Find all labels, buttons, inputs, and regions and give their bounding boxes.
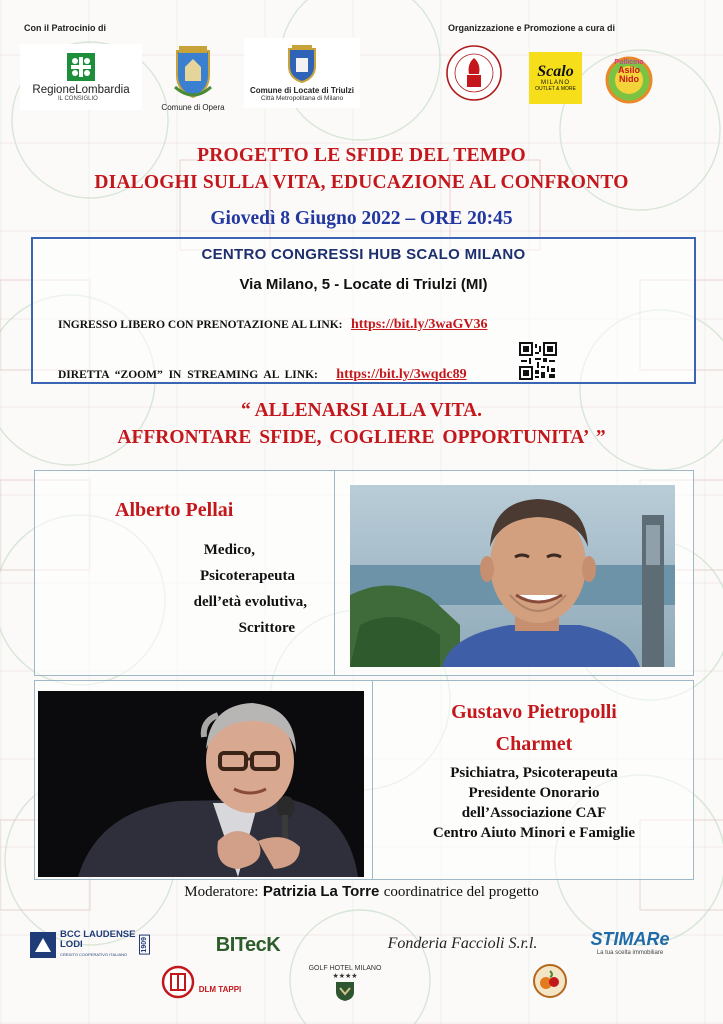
qr-code-icon — [519, 342, 557, 380]
stimare-sub: La tua scelta immobiliare — [596, 949, 664, 956]
asilo-top: Pollicino — [614, 58, 644, 66]
golf-name: GOLF HOTEL MILANO — [308, 964, 382, 972]
seal-icon — [445, 44, 503, 102]
moderator-line — [0, 883, 723, 901]
golf-crest-icon — [334, 980, 356, 1002]
event-date: Giovedì 8 Giugno 2022 – ORE 20:45 — [210, 208, 513, 229]
fruit-seal-logo — [530, 962, 570, 1000]
locate-name: Comune di Locate di Triulzi — [249, 86, 354, 95]
comune-opera-logo — [148, 38, 238, 118]
speaker2-photo — [38, 691, 364, 877]
opera-crest-icon — [171, 45, 215, 101]
speaker2-role: Centro Aiuto Minori e Famiglie — [432, 825, 636, 841]
speaker2-info-box — [372, 680, 694, 880]
dlm-name: DLM TAPPI — [198, 984, 242, 994]
speaker2-name-line-2: Charmet — [495, 733, 573, 755]
speaker1-roles — [35, 537, 329, 641]
diretta-link[interactable]: https://bit.ly/3wqdc89 — [336, 367, 467, 382]
scalo-name: Scalo — [537, 63, 574, 80]
bcc-line-2: LODI — [60, 939, 83, 950]
regione-sub: IL CONSIGLIO — [58, 95, 98, 102]
fonderia-name: Fonderia Faccioli S.r.l. — [387, 935, 538, 952]
patronage-label: Con il Patrocinio di — [24, 23, 107, 33]
organization-label: Organizzazione e Promozione a cura di — [448, 23, 616, 33]
regione-lombardia-logo — [20, 44, 142, 110]
stimare-logo — [580, 924, 680, 960]
qr-code[interactable] — [519, 342, 557, 380]
regione-name: RegioneLombardia — [32, 83, 130, 96]
bcc-icon — [30, 932, 56, 958]
bitech-name: BITecK — [215, 933, 281, 956]
diretta-row — [58, 365, 467, 383]
speaker2-role: dell’Associazione CAF — [461, 805, 607, 821]
locate-sub: Città Metropolitana di Milano — [260, 95, 344, 102]
opera-name: Comune di Opera — [161, 102, 225, 112]
bcc-year: 1909 — [141, 937, 149, 953]
fonderia-faccioli-logo — [375, 930, 550, 958]
comune-locate-logo — [244, 38, 360, 108]
quote-line-2: AFFRONTARE SFIDE, COGLIERE OPPORTUNITA’ ” — [117, 427, 606, 448]
venue-name: CENTRO CONGRESSI HUB SCALO MILANO — [201, 246, 526, 263]
speaker2-roles — [373, 763, 695, 843]
bitech-logo — [198, 930, 298, 960]
bcc-line-1: BCC LAUDENSE — [60, 929, 136, 940]
moderator-role: coordinatrice del progetto — [383, 884, 539, 900]
asilo-nido-logo — [600, 50, 658, 104]
speaker1-role: Medico, — [203, 542, 255, 558]
regione-lombardia-icon — [67, 53, 95, 81]
venue-box — [31, 237, 696, 384]
stimare-name: STIMARe — [590, 928, 670, 949]
scalo-sub2: OUTLET & MORE — [535, 86, 576, 92]
diretta-label: DIRETTA “ZOOM” IN STREAMING AL LINK: — [58, 369, 318, 381]
speaker2-name-line-1: Gustavo Pietropolli — [451, 701, 617, 723]
speaker1-photo — [350, 485, 675, 667]
moderator-name: Patrizia La Torre — [262, 883, 380, 900]
organization-seal-logo — [445, 44, 503, 102]
dlm-icon — [161, 965, 195, 999]
venue-address: Via Milano, 5 - Locate di Triulzi (MI) — [239, 276, 488, 293]
ingresso-label: INGRESSO LIBERO CON PRENOTAZIONE AL LINK: — [58, 319, 343, 331]
dlm-tappi-logo — [146, 962, 256, 1002]
speaker1-role: Scrittore — [238, 620, 295, 636]
scalo-milano-logo — [529, 52, 582, 104]
golf-hotel-logo — [300, 958, 390, 1008]
moderator-label: Moderatore: — [184, 884, 259, 900]
project-subtitle: DIALOGHI SULLA VITA, EDUCAZIONE AL CONFRONTO — [94, 172, 629, 193]
quote-line-1: “ ALLENARSI ALLA VITA. — [241, 400, 482, 421]
bcc-line-3: CREDITO COOPERATIVO ITALIANO — [60, 952, 128, 957]
speaker1-role: dell’età evolutiva, — [193, 594, 307, 610]
speaker1-info-box — [34, 470, 334, 676]
speaker1-name: Alberto Pellai — [115, 499, 234, 521]
bcc-laudense-logo — [30, 928, 156, 962]
project-title: PROGETTO LE SFIDE DEL TEMPO — [197, 145, 526, 166]
speaker1-role: Psicoterapeuta — [200, 568, 295, 584]
fruit-seal-icon — [532, 963, 568, 999]
speaker2-role: Presidente Onorario — [468, 785, 600, 801]
speaker1-portrait-icon — [350, 485, 675, 667]
asilo-name: Asilo Nido — [617, 64, 640, 84]
locate-crest-icon — [285, 44, 319, 84]
scalo-sub: MILANO — [540, 80, 570, 86]
ingresso-link[interactable]: https://bit.ly/3waGV36 — [350, 317, 488, 332]
speaker2-role: Psichiatra, Psicoterapeuta — [450, 765, 618, 781]
golf-stars: ★★★★ — [332, 972, 358, 980]
speaker2-portrait-icon — [38, 691, 364, 877]
ingresso-row — [58, 315, 487, 333]
